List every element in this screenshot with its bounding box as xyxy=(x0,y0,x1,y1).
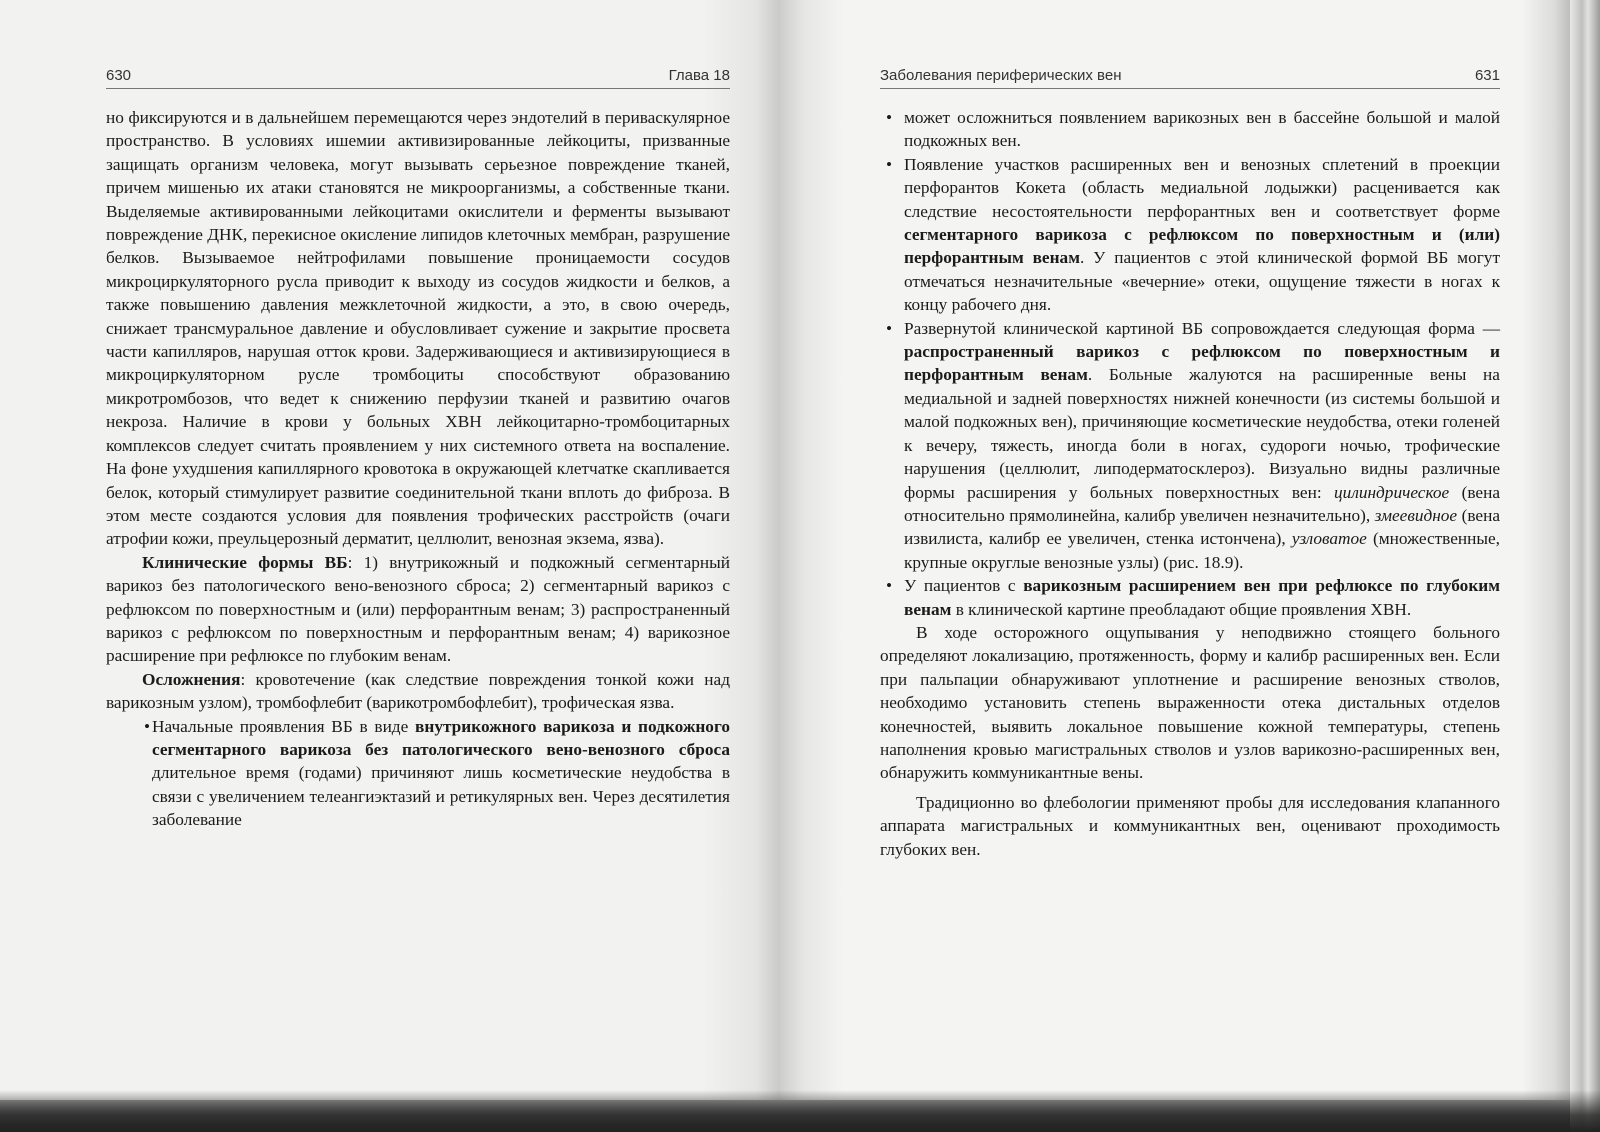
list-item xyxy=(106,715,730,832)
italic-term: узловатое xyxy=(1291,529,1367,549)
text: Развернутой клинической картиной ВБ сопровождается следующая форма — xyxy=(904,318,1500,338)
text: Появление участков расширенных вен и венозных сплетений в проекции перфорантов Кокета (область медиальной лодыжки) расценивается как следствие несостоятельности перфорантных вен и соответствует форме xyxy=(904,154,1500,221)
bullet-list xyxy=(106,715,730,832)
list-item xyxy=(880,317,1500,574)
bold-term: Клинические формы ВБ xyxy=(142,552,348,572)
list-item-continued xyxy=(880,106,1500,153)
paragraph-text: : 1) внутрикожный и подкожный сегментарный варикоз без патологического вено-венозного сброса; 2) сегментарный варикоз с рефлюксом по поверхностным и (или) перфорантным венам; 3) распространенный варикоз с рефлюксом по поверхностным и перфорантным венам; 4) варикозное расширение при рефлюксе по глубоким венам. xyxy=(106,552,730,666)
paragraph: Традиционно во флебологии применяют пробы для исследования клапанного аппарата магистральных и коммуникантных вен, оценивают проходимость глубоких вен. xyxy=(880,792,1500,859)
right-page-body xyxy=(880,106,1500,861)
bold-term: сегментарного варикоза с рефлюксом по поверхностным и (или) перфорантным венам xyxy=(904,225,1500,268)
right-running-head xyxy=(880,62,1500,89)
paragraph: В ходе осторожного ощупывания у неподвижно стоящего больного определяют локализацию, протяженность, форму и калибр расширенных вен. Если при пальпации обнаруживают уплотнение и расширение венозных стволов, необходимо установить степень выраженности отека дистальных отделов конечностей, выявить локальное повышение кожной температуры, степень наполнения кровью магистральных стволов и узлов варикозно-расширенных вен, обнаружить коммуникантные вены. xyxy=(880,622,1500,783)
left-running-head xyxy=(106,62,730,89)
text: (вена извилиста, калибр ее увеличен, стенка истончена), xyxy=(904,505,1500,549)
bold-term: Осложнения xyxy=(142,669,241,689)
list-item xyxy=(880,574,1500,621)
bullet-list xyxy=(880,153,1500,621)
text: (вена относительно прямолинейна, калибр увеличен незначительно), xyxy=(904,482,1500,525)
chapter-label: Глава 18 xyxy=(668,67,730,84)
text: (множественные, крупные округлые венозные узлы) (рис. 18.9). xyxy=(904,529,1501,572)
italic-term: змеевидное xyxy=(1374,505,1458,525)
complications-paragraph xyxy=(106,668,730,715)
text: длительное время (годами) причиняют лишь косметические неудобства в связи с увеличением телеангиэктазий и ретикулярных вен. Через десятилетия заболевание xyxy=(152,763,730,830)
section-title: Заболевания периферических вен xyxy=(880,67,1122,84)
list-item xyxy=(880,153,1500,317)
bullet-list xyxy=(880,106,1500,153)
text: . Больные жалуются на расширенные вены на медиальной и задней поверхностях нижней конечности (из системы большой и малой подкожных вен), причиняющие косметические неудобства, отеки голеней к вечеру, тяжесть, иногда боли в ногах, судороги ночью, трофические нарушения (целлюлит, липодерматосклероз). Визуально видны различные формы расширения у больных поверхностных вен: xyxy=(904,365,1500,502)
text: Начальные проявления ВБ в виде xyxy=(152,716,416,736)
text: может осложниться появлением варикозных вен в бассейне большой и малой подкожных вен. xyxy=(904,108,1500,151)
text: в клинической картине преобладают общие проявления ХВН. xyxy=(951,599,1412,619)
text: . У пациентов с этой клинической формой ВБ могут отмечаться незначительные «вечерние» отеки, ощущение тяжести в ногах к концу рабочего дня. xyxy=(904,248,1500,315)
bold-term: внутрикожного варикоза и подкожного сегментарного варикоза без патологического вено-венозного сброса xyxy=(152,716,730,759)
italic-term: цилиндрическое xyxy=(1334,482,1450,502)
bold-term: распространенный варикоз с рефлюксом по поверхностным и перфорантным венам xyxy=(904,342,1500,385)
page-edges xyxy=(1570,0,1600,1132)
scan-bottom-shadow xyxy=(0,1090,1600,1132)
left-page-body xyxy=(106,106,730,832)
bold-term: варикозным расширением вен при рефлюксе по глубоким венам xyxy=(904,576,1500,619)
left-page-number: 630 xyxy=(106,67,132,84)
paragraph-text: : кровотечение (как следствие повреждения тонкой кожи над варикозным узлом), тромбофлебит (варикотромбофлебит), трофическая язва. xyxy=(106,669,730,713)
right-page-number: 631 xyxy=(1474,67,1500,84)
clinical-forms-paragraph xyxy=(106,551,730,668)
text: У пациентов с xyxy=(904,576,1024,596)
paragraph: но фиксируются и в дальнейшем перемещаются через эндотелий в периваскулярное пространство. В условиях ишемии активизированные лейкоциты, призванные защищать организм человека, могут вызывать серьезное повреждение тканей, причем мишенью их атаки становятся не микроорганизмы, а собственные ткани. Выделяемые активированными лейкоцитами окислители и ферменты вызывают повреждение ДНК, перекисное окисление липидов клеточных мембран, разрушение белков. Вызываемое нейтрофилами повышение проницаемости сосудов микроциркуляторного русла приводит к выходу из сосудов жидкости и белков, а также повышению давления межклеточной жидкости, а это, в свою очередь, снижает трансмуральное давление и обусловливает сужение и закрытие просвета части капилляров, нарушая отток крови. Задерживающиеся и активизирующиеся в микроциркуляторном русле тромбоциты способствуют образованию микротромбозов, что ведет к снижению перфузии тканей и развитию очагов некроза. Наличие в крови у больных ХВН лейкоцитарно-тромбоцитарных комплексов следует считать проявлением у них системного ответа на воспаление. На фоне ухудшения капиллярного кровотока в окружающей клетчатке скапливается белок, который стимулирует развитие соединительной ткани вплоть до фиброза. В этом месте создаются условия для появления трофических расстройств (очаги атрофии кожи, преульцерозный дерматит, целлюлит, венозная экзема, язва). xyxy=(106,108,730,549)
